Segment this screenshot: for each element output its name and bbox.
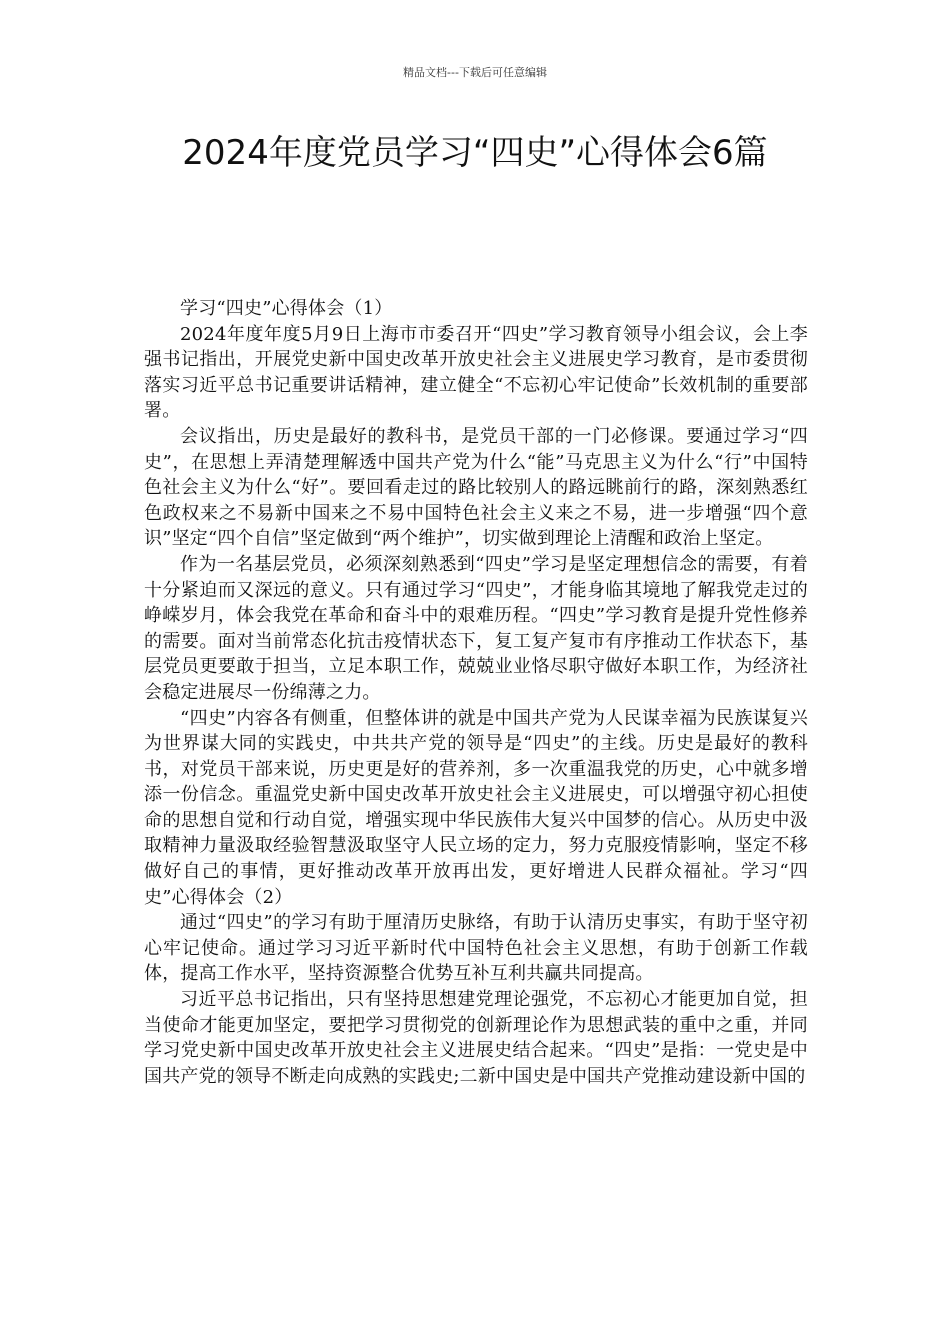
paragraph: 2024年度年度5月9日上海市市委召开“四史”学习教育领导小组会议，会上李强书记指出，开展党史新中国史改革开放史社会主义进展史学习教育，是市委贯彻落实习近平总书记重要讲话精神，建立健全“不忘初心牢记使命”长效机制的重要部署。 (144, 323, 808, 422)
paragraph: 作为一名基层党员，必须深刻熟悉到“四史”学习是坚定理想信念的需要，有着十分紧迫而又深远的意义。只有通过学习“四史”，才能身临其境地了解我党走过的峥嵘岁月，体会我党在革命和奋斗中的艰难历程。“四史”学习教育是提升党性修养的需要。面对当前常态化抗击疫情状态下，复工复产复市有序推动工作状态下，基层党员更要敢于担当，立足本职工作，兢兢业业恪尽职守做好本职工作，为经济社会稳定进展尽一份绵薄之力。 (144, 553, 808, 703)
paragraph: “四史”内容各有侧重，但整体讲的就是中国共产党为人民谋幸福为民族谋复兴为世界谋大同的实践史，中共共产党的领导是“四史”的主线。历史是最好的教科书，对党员干部来说，历史更是好的营养剂，多一次重温我党的历史，心中就多增添一份信念。重温党史新中国史改革开放史社会主义进展史，可以增强守初心担使命的思想自觉和行动自觉，增强实现中华民族伟大复兴中国梦的信心。从历史中汲取精神力量汲取经验智慧汲取坚守人民立场的定力，努力克服疫情影响，坚定不移做好自己的事情，更好推动改革开放再出发，更好增进人民群众福祉。学习“四史”心得体会（2） (144, 707, 808, 908)
paragraph: 习近平总书记指出，只有坚持思想建党理论强党，不忘初心才能更加自觉，担当使命才能更加坚定，要把学习贯彻党的创新理论作为思想武装的重中之重，并同学习党史新中国史改革开放史社会主义进展史结合起来。“四史”是指：一党史是中国共产党的领导不断走向成熟的实践史;二新中国史是中国共产党推动建设新中国的 (144, 989, 808, 1087)
paragraph: 会议指出，历史是最好的教科书，是党员干部的一门必修课。要通过学习“四史”，在思想上弄清楚理解透中国共产党为什么“能”马克思主义为什么“行”中国特色社会主义为什么“好”。要回看走过的路比较别人的路远眺前行的路，深刻熟悉红色政权来之不易新中国来之不易中国特色社会主义来之不易，进一步增强“四个意识”坚定“四个自信”坚定做到“两个维护”，切实做到理论上清醒和政治上坚定。 (144, 425, 808, 550)
document-body (144, 296, 808, 1089)
paragraph: 通过“四史”的学习有助于厘清历史脉络，有助于认清历史事实，有助于坚守初心牢记使命。通过学习习近平新时代中国特色社会主义思想，有助于创新工作载体，提高工作水平，坚持资源整合优势互补互利共赢共同提高。 (144, 912, 808, 985)
page-title: 2024年度党员学习“四史”心得体会6篇 (182, 133, 768, 173)
header-note: 精品文档---下载后可任意编辑 (403, 66, 547, 79)
section-heading: 学习“四史”心得体会（1） (180, 298, 393, 319)
